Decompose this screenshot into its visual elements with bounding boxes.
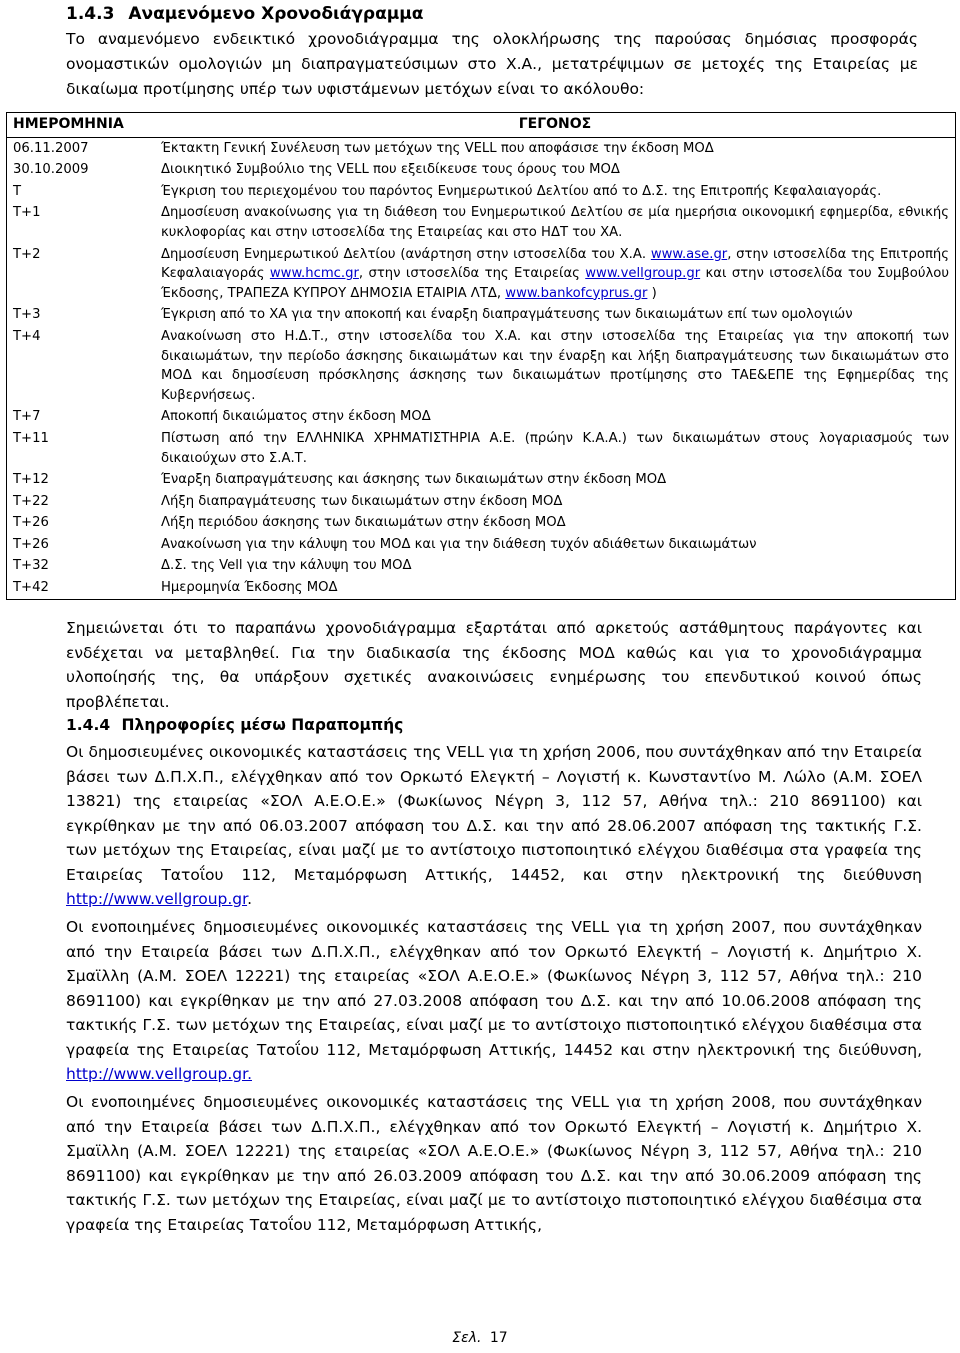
table-row	[7, 304, 956, 326]
row-event: Δ.Σ. της Vell για την κάλυψη του ΜΟΔ	[161, 558, 412, 574]
row-event: Έκτακτη Γενική Συνέλευση των μετόχων της VELL που αποφάσισε την έκδοση ΜΟΔ	[161, 140, 714, 156]
column-header-event: ΓΕΓΟΝΟΣ	[155, 113, 956, 138]
table-row	[7, 202, 956, 243]
row-event: Πίστωση από την ΕΛΛΗΝΙΚΑ ΧΡΗΜΑΤΙΣΤΗΡΙΑ Α.Ε. (πρώην Κ.Α.Α.) των δικαιωμάτων στους λογαριασμούς των δικαιούχων στο Σ.Α.Τ.	[161, 430, 949, 466]
schedule-table	[6, 112, 956, 600]
row-event: Διοικητικό Συμβούλιο της VELL που εξειδίκευσε τους όρους του ΜΟΔ	[161, 162, 620, 178]
vellgroup-link[interactable]: www.vellgroup.gr	[585, 266, 701, 282]
bankofcyprus-link[interactable]: www.bankofcyprus.gr	[505, 285, 648, 301]
row-date: Τ+1	[13, 205, 41, 221]
reference-paragraph-2007	[66, 915, 922, 1087]
table-row	[7, 244, 956, 305]
row-event: Έγκριση από το ΧΑ για την αποκοπή και έναρξη διαπραγμάτευσης των δικαιωμάτων επί των ομολογιών	[161, 307, 853, 323]
table-row	[7, 406, 956, 428]
row-event: Ανακοίνωση για την κάλυψη του ΜΟΔ και για την διάθεση τυχόν αδιάθετων δικαιωμάτων	[161, 536, 757, 552]
paragraph-tail: .	[247, 890, 253, 908]
row-event: Έναρξη διαπραγμάτευσης και άσκησης των δικαιωμάτων στην έκδοση ΜΟΔ	[161, 472, 667, 488]
page-number: 17	[489, 1330, 508, 1346]
row-event: Ανακοίνωση στο Η.Δ.Τ., στην ιστοσελίδα του Χ.Α. και στην ιστοσελίδα της Εταιρείας για την αποκοπή των δικαιωμάτων, την περίοδο άσκησης δικαιωμάτων και την έναρξη και λήξη διαπραγμάτευσης των δικαιωμάτων στο ΜΟΔ και δημοσίευση πρόσκλησης άσκησης των δικαιωμάτων προτίμησης στο ΤΑΕ&ΕΠΕ της Εφημερίδας της Κυβερνήσεως.	[161, 328, 949, 403]
schedule-intro-paragraph: Το αναμενόμενο ενδεικτικό χρονοδιάγραμμα της ολοκλήρωσης της παρούσας δημόσιας προσφοράς ονομαστικών ομολογιών μη διαπραγματεύσιμων στο Χ.Α., μετατρέψιμων σε μετοχές της Εταιρείας με δικαίωμα προτίμησης υπέρ των υφιστάμενων μετόχων είναι το ακόλουθο:	[66, 30, 918, 98]
section-heading-1-4-3	[66, 4, 423, 24]
event-text: Δημοσίευση Ενημερωτικού Δελτίου (ανάρτηση στην ιστοσελίδα του Χ.Α.	[161, 246, 651, 262]
row-date: 30.10.2009	[13, 162, 89, 178]
reference-paragraph-2008: Οι ενοποιημένες δημοσιευμένες οικονομικές καταστάσεις της VELL για τη χρήση 2008, που συντάχθηκαν από την Εταιρεία βάσει των Δ.Π.Χ.Π., ελέγχθηκαν από τον Ορκωτό Ελεγκτή – Λογιστή κ. Δημήτριο Χ. Σμαϊλλη (Α.Μ. ΣΟΕΛ 12221) της εταιρείας «ΣΟΛ Α.Ε.Ο.Ε.» (Φωκίωνος Νέγρη 3, 112 57, Αθήνα τηλ.: 210 8691100) και εγκρίθηκαν με την από 26.03.2009 απόφαση του Δ.Σ. και την από 30.06.2009 απόφαση της τακτικής Γ.Σ. των μετόχων της Εταιρείας, είναι μαζί με το αντίστοιχο πιστοποιητικό ελέγχου διαθέσιμα στα γραφεία της Εταιρείας Τατοΐου 112, Μεταμόρφωση Αττικής,	[66, 1093, 922, 1234]
paragraph-text: Οι ενοποιημένες δημοσιευμένες οικονομικές καταστάσεις της VELL για τη χρήση 2007, που συντάχθηκαν από την Εταιρεία βάσει των Δ.Π.Χ.Π., ελέγχθηκαν από τον Ορκωτό Ελεγκτή – Λογιστή κ. Δημήτριο Χ. Σμαϊλλη (Α.Μ. ΣΟΕΛ 12221) της εταιρείας «ΣΟΛ Α.Ε.Ο.Ε.» (Φωκίωνος Νέγρη 3, 112 57, Αθήνα τηλ.: 210 8691100) και εγκρίθηκαν με την από 27.03.2008 απόφαση του Δ.Σ. και την από 10.06.2008 απόφαση της τακτικής Γ.Σ. των μετόχων της Εταιρείας, είναι μαζί με το αντίστοιχο πιστοποιητικό ελέγχου διαθέσιμα στα γραφεία της Εταιρείας Τατοΐου 112, Μεταμόρφωση Αττικής, 14452 και στην ηλεκτρονική της διεύθυνση,	[66, 918, 922, 1059]
section-number: 1.4.3	[66, 4, 115, 24]
row-date: 06.11.2007	[13, 140, 89, 156]
schedule-note-paragraph: Σημειώνεται ότι το παραπάνω χρονοδιάγραμμα εξαρτάται από αρκετούς αστάθμητους παράγοντες και ενδέχεται να μεταβληθεί. Για την διαδικασία της έκδοσης ΜΟΔ καθώς και για το χρονοδιάγραμμα υλοποίησής της, θα υπάρξουν σχετικές ανακοινώσεις ενημέρωσης του επενδυτικού κοινού όπως προβλέπεται.	[66, 619, 922, 711]
event-text: και στην ιστοσελίδα του Συμβούλου Έκδοσης, ΤΡΑΠΕΖΑ ΚΥΠΡΟΥ ΔΗΜΟΣΙΑ ΕΤΑΙΡΙΑ ΛΤΔ,	[161, 266, 949, 301]
table-row	[7, 534, 956, 556]
table-row	[7, 428, 956, 469]
row-date: Τ+12	[13, 472, 49, 488]
section-number: 1.4.4	[66, 716, 111, 734]
vellgroup-website-link[interactable]: http://www.vellgroup.gr	[66, 890, 248, 908]
hcmc-link[interactable]: www.hcmc.gr	[269, 266, 359, 282]
paragraph-text: Οι δημοσιευμένες οικονομικές καταστάσεις της VELL για τη χρήση 2006, που συντάχθηκαν από την Εταιρεία βάσει των Δ.Π.Χ.Π., ελέγχθηκαν από τον Ορκωτό Ελεγκτή – Λογιστή κ. Κωνσταντίνο Μ. Λώλο (Α.Μ. ΣΟΕΛ 13821) της εταιρείας «ΣΟΛ Α.Ε.Ο.Ε.» (Φωκίωνος Νέγρη 3, 112 57, Αθήνα τηλ.: 210 8691100) και εγκρίθηκαν με την από 06.03.2007 απόφαση του Δ.Σ. και την από 28.06.2007 απόφαση της τακτικής Γ.Σ. των μετόχων της Εταιρείας, είναι μαζί με το αντίστοιχο πιστοποιητικό ελέγχου διαθέσιμα στα γραφεία της Εταιρείας Τατοΐου 112, Μεταμόρφωση Αττικής, 14452, και στην ηλεκτρονική της διεύθυνση	[66, 743, 922, 884]
event-text: , στην ιστοσελίδα της Επιτροπής Κεφαλαιαγοράς	[161, 246, 950, 282]
table-row	[7, 512, 956, 534]
row-date: Τ+11	[13, 430, 49, 446]
row-date: Τ+42	[13, 580, 49, 596]
reference-paragraph-2006	[66, 740, 922, 912]
row-event: Λήξη περιόδου άσκησης των δικαιωμάτων στην έκδοση ΜΟΔ	[161, 515, 566, 531]
row-event: Λήξη διαπραγμάτευσης των δικαιωμάτων στην έκδοση ΜΟΔ	[161, 493, 563, 509]
vellgroup-website-link[interactable]: http://www.vellgroup.gr.	[66, 1065, 252, 1083]
table-row	[7, 577, 956, 599]
row-event: Έγκριση του περιεχομένου του παρόντος Ενημερωτικού Δελτίου από το Δ.Σ. της Επιτροπής Κεφαλαιαγοράς.	[161, 183, 882, 199]
page-label: Σελ.	[452, 1330, 482, 1346]
row-event: Ημερομηνία Έκδοσης ΜΟΔ	[161, 580, 338, 596]
row-date: Τ+26	[13, 515, 49, 531]
page-footer	[0, 1330, 960, 1346]
row-date: Τ+32	[13, 558, 49, 574]
event-text: )	[647, 285, 657, 301]
row-date: Τ+22	[13, 493, 49, 509]
column-header-date: ΗΜΕΡΟΜΗΝΙΑ	[7, 113, 156, 138]
table-row	[7, 181, 956, 203]
row-date: Τ+2	[13, 246, 41, 262]
row-date: Τ+7	[13, 409, 41, 425]
row-event	[155, 244, 956, 305]
row-event: Δημοσίευση ανακοίνωσης για τη διάθεση του Ενημερωτικού Δελτίου σε μία ημερήσια οικονομική εφημερίδα, εθνικής κυκλοφορίας και στην ιστοσελίδα της Εταιρείας και στο ΗΔΤ του ΧΑ.	[161, 205, 949, 240]
event-text: , στην ιστοσελίδα της Εταιρείας	[358, 266, 586, 282]
table-row	[7, 159, 956, 181]
ase-link[interactable]: www.ase.gr	[650, 246, 728, 262]
table-row	[7, 555, 956, 577]
row-date: Τ+26	[13, 536, 49, 552]
row-date: Τ+3	[13, 307, 41, 323]
row-event: Αποκοπή δικαιώματος στην έκδοση ΜΟΔ	[161, 409, 431, 425]
section-title: Πληροφορίες μέσω Παραπομπής	[121, 716, 404, 734]
row-date: Τ+4	[13, 328, 41, 344]
table-row	[7, 491, 956, 513]
table-row	[7, 137, 956, 159]
table-row	[7, 469, 956, 491]
section-heading-1-4-4	[66, 716, 403, 734]
table-row	[7, 326, 956, 406]
section-title: Αναμενόμενο Χρονοδιάγραμμα	[128, 4, 424, 24]
row-date: Τ	[13, 183, 22, 199]
